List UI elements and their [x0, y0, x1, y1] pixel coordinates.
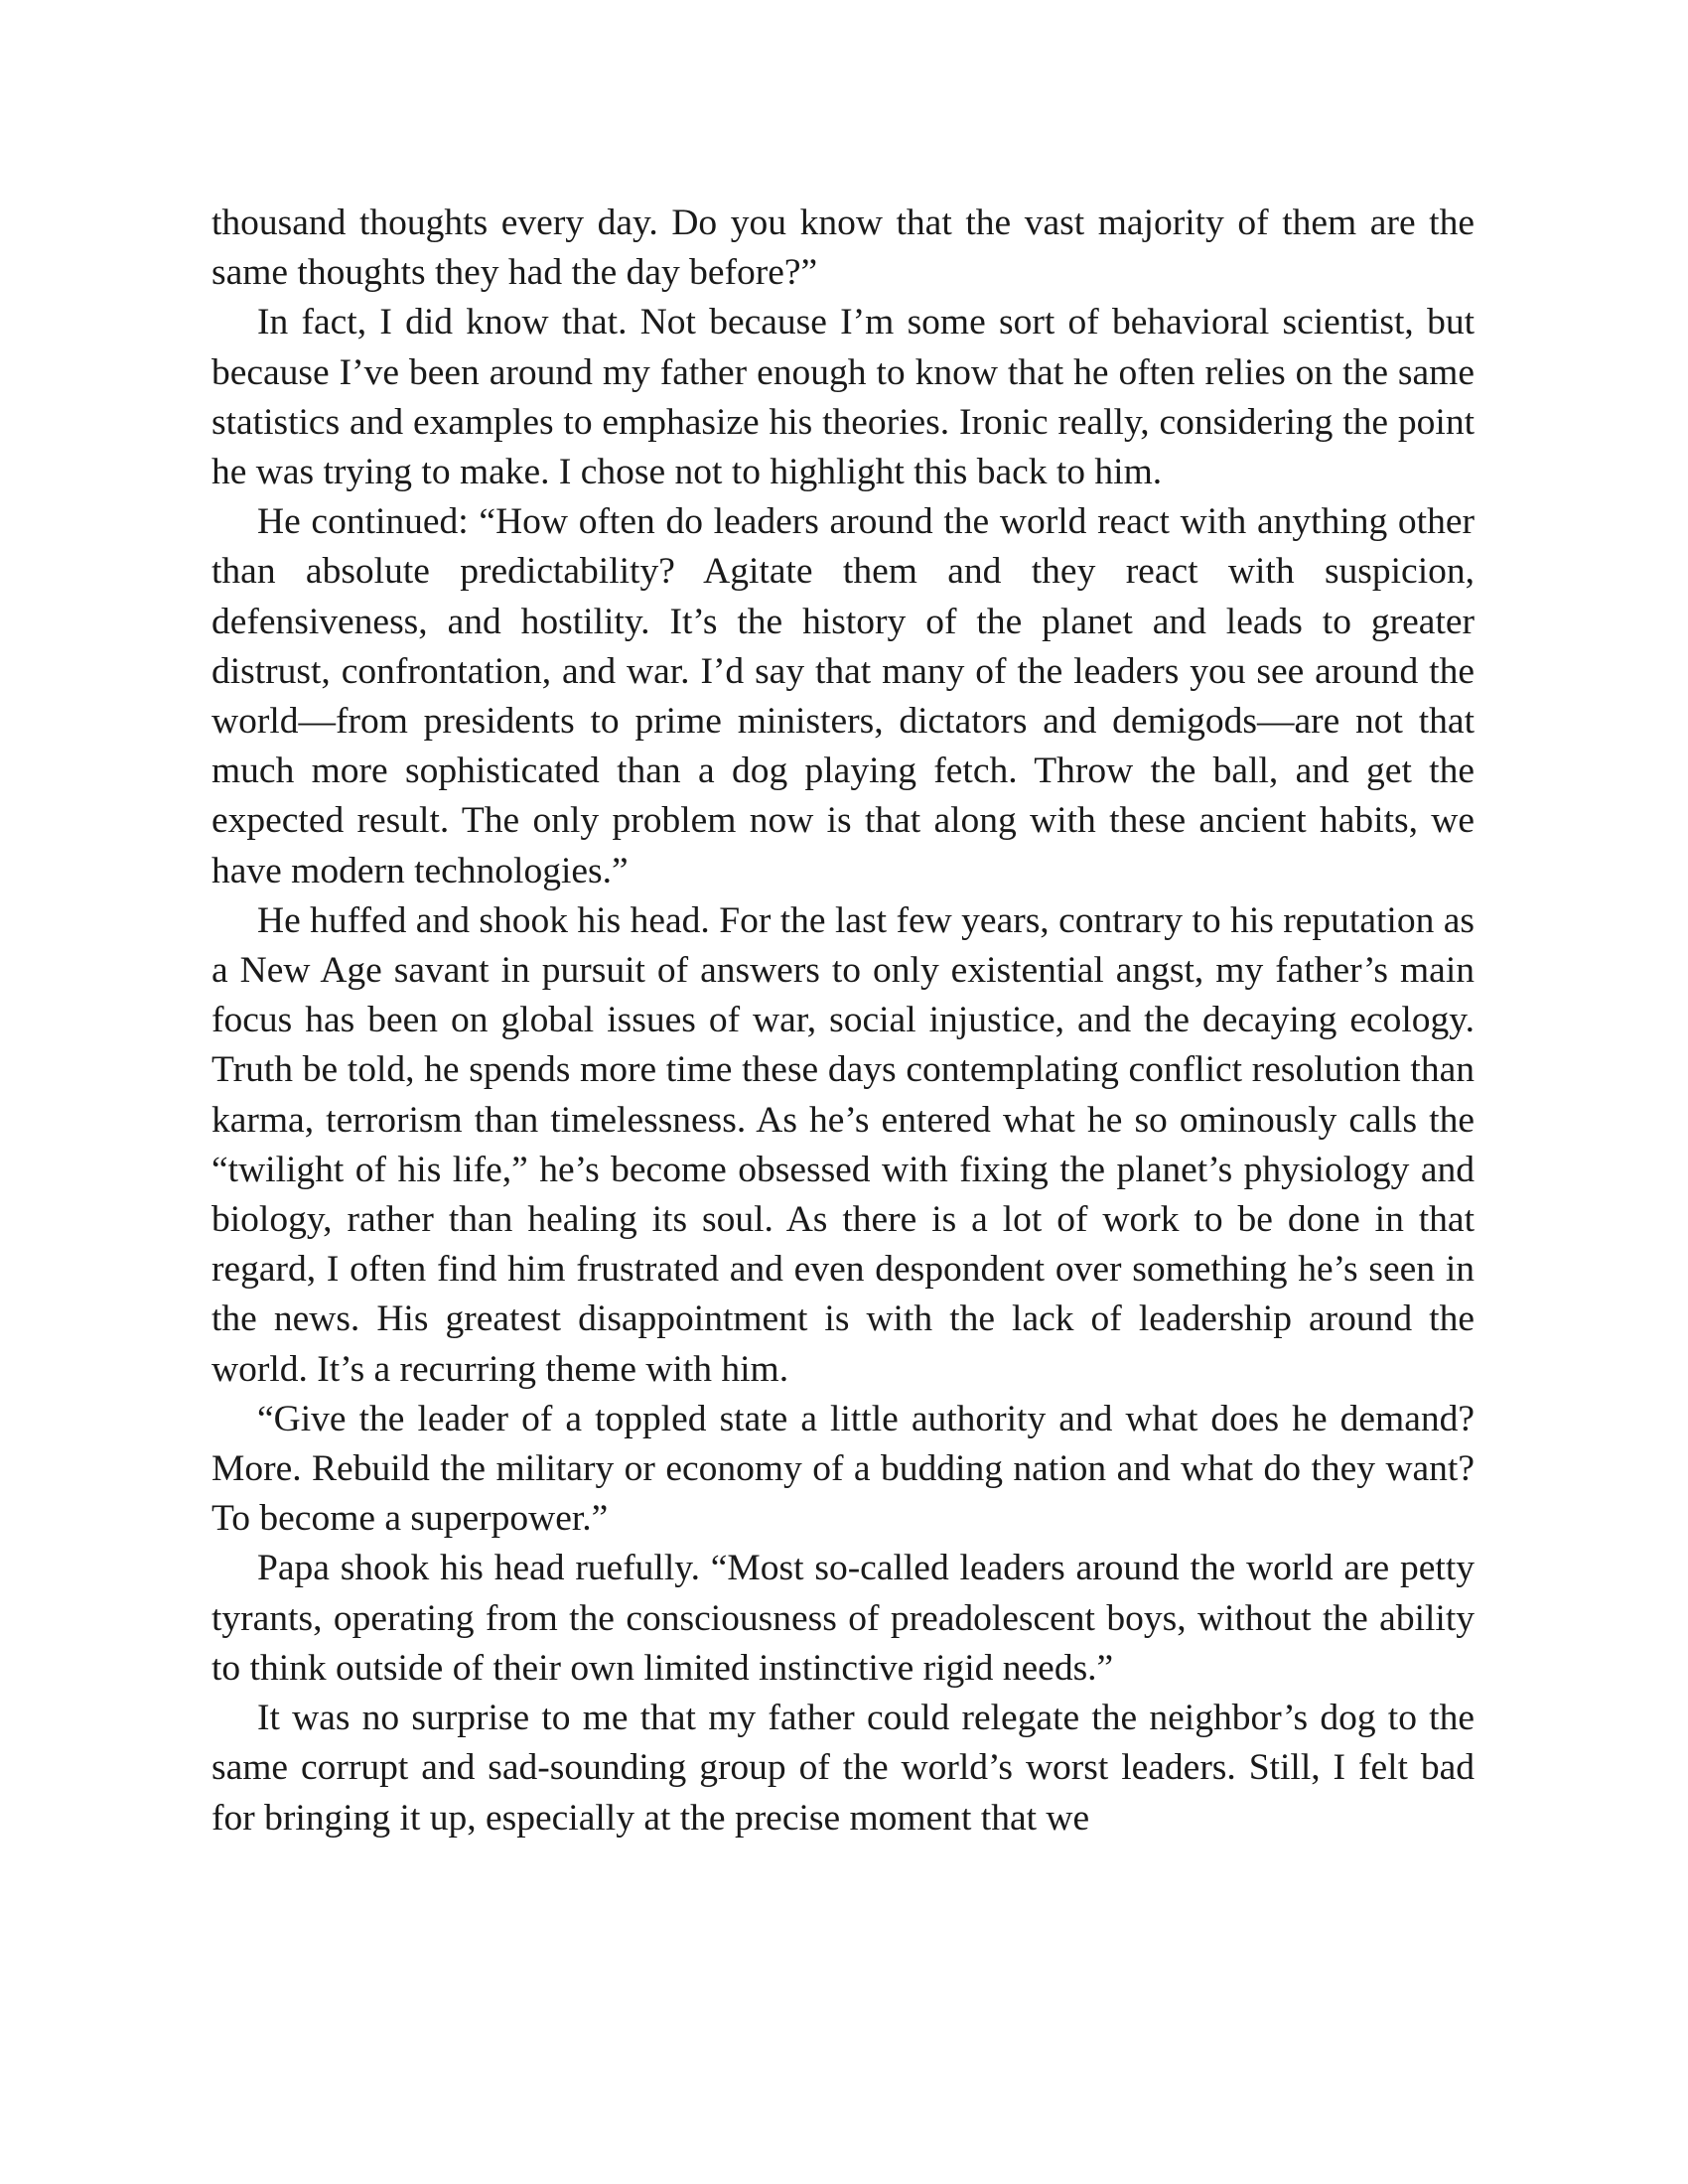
paragraph: “Give the leader of a toppled state a little authority and what does he demand? More. Rebuild the military or economy of a budding nation and what do they want? To become a superpower.” — [211, 1398, 1475, 1540]
paragraph: He huffed and shook his head. For the last few years, contrary to his reputation as a New Age savant in pursuit of answers to only existential angst, my father’s main focus has been on global issues of war, social injustice, and the decaying ecology. Truth be told, he spends more time these days contemplating conflict resolution than karma, terrorism than timelessness. As he’s entered what he so ominously calls the “twilight of his life,” he’s become obsessed with fixing the planet’s physiology and biology, rather than healing its soul. As there is a lot of work to be done in that regard, I often find him frustrated and even despondent over something he’s seen in the news. His greatest disappointment is with the lack of leadership around the world. It’s a recurring theme with him. — [211, 899, 1475, 1390]
paragraph-continuation: thousand thoughts every day. Do you know that the vast majority of them are the same thoughts they had the day before?” — [211, 203, 1475, 294]
page-body — [211, 199, 1475, 1843]
paragraph: Papa shook his head ruefully. “Most so-called leaders around the world are petty tyrants, operating from the consciousness of preadolescent boys, without the ability to think outside of their own limited instinctive rigid needs.” — [211, 1548, 1475, 1689]
paragraph: In fact, I did know that. Not because I’m some sort of behavioral scientist, but because I’ve been around my father enough to know that he often relies on the same statistics and examples to emphasize his theories. Ironic really, considering the point he was trying to make. I chose not to highlight this back to him. — [211, 302, 1475, 493]
paragraph: He continued: “How often do leaders around the world react with anything other than absolute predictability? Agitate them and they react with suspicion, defensiveness, and hostility. It’s the history of the planet and leads to greater distrust, confrontation, and war. I’d say that many of the leaders you see around the world—from presidents to prime ministers, dictators and demigods—are not that much more sophisticated than a dog playing fetch. Throw the ball, and get the expected result. The only problem now is that along with these ancient habits, we have modern technologies.” — [211, 501, 1475, 891]
paragraph-last: It was no surprise to me that my father could relegate the neighbor’s dog to the same corrupt and sad-sounding group of the world’s worst leaders. Still, I felt bad for bringing it up, especially at the precise moment that we — [211, 1698, 1475, 1839]
